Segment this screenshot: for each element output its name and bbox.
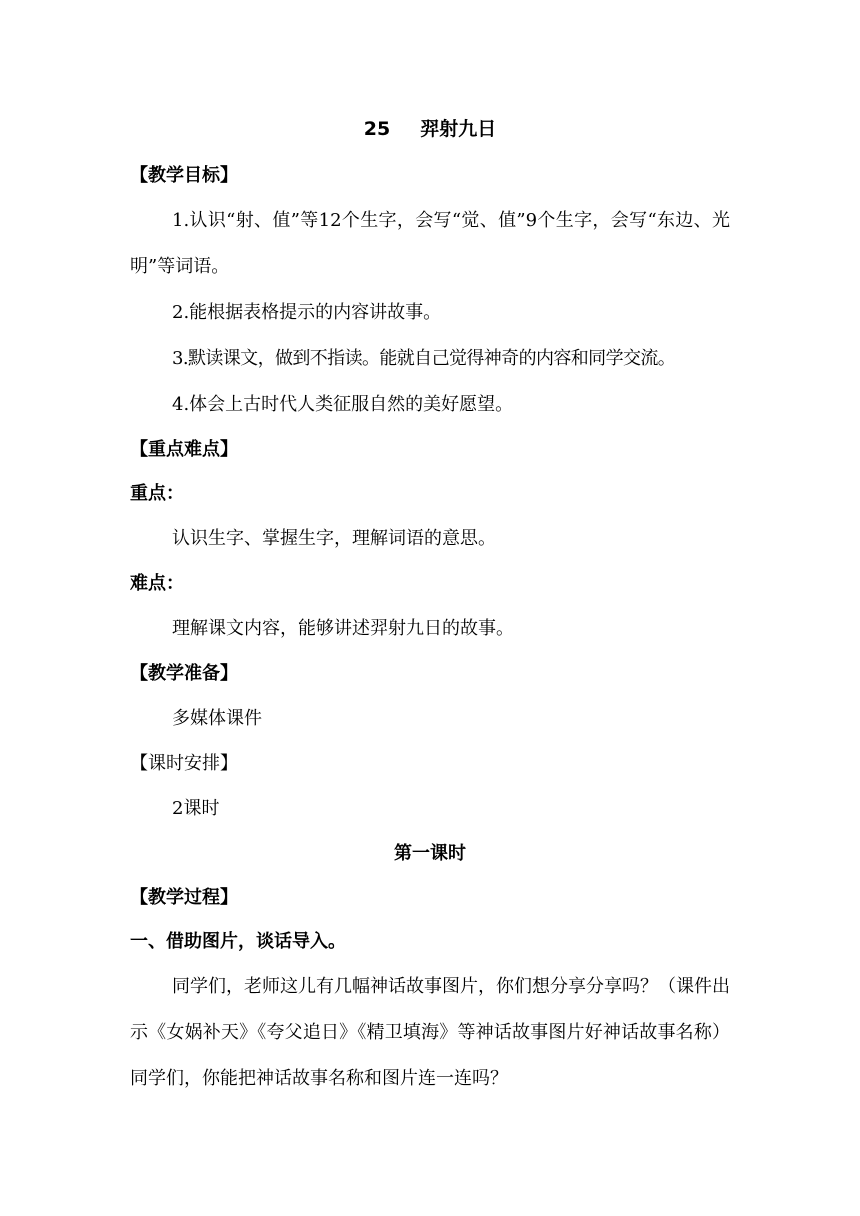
objective-item-2: 2.能根据表格提示的内容讲故事。 xyxy=(172,302,442,323)
lesson-title xyxy=(130,110,730,148)
schedule-heading: 【课时安排】 xyxy=(130,753,238,774)
preparation-heading: 【教学准备】 xyxy=(130,663,238,684)
objectives-heading: 【教学目标】 xyxy=(130,165,238,186)
difficult-point-text: 理解课文内容，能够讲述羿射九日的故事。 xyxy=(172,618,514,639)
first-lesson-title: 第一课时 xyxy=(394,843,466,864)
process-heading: 【教学过程】 xyxy=(130,887,238,908)
document-page xyxy=(130,110,730,1102)
objective-item-3: 3.默读课文，做到不指读。能就自己觉得神奇的内容和同学交流。 xyxy=(172,348,676,369)
schedule-text: 2课时 xyxy=(172,798,220,819)
lesson-number: 25 xyxy=(363,118,391,140)
objective-item-1: 1.认识“射、值”等12个生字，会写“觉、值”9个生字，会写“东边、光明”等词语。 xyxy=(130,210,730,277)
step1-text: 同学们，老师这儿有几幅神话故事图片，你们想分享分享吗？（课件出示《女娲补天》《夸父追日》《精卫填海》等神话故事图片好神话故事名称）同学们，你能把神话故事名称和图片连一连吗？ xyxy=(130,976,730,1089)
lesson-title-text: 羿射九日 xyxy=(420,118,497,140)
difficult-point-label: 难点： xyxy=(130,573,184,594)
key-point-label: 重点： xyxy=(130,483,184,504)
preparation-text: 多媒体课件 xyxy=(172,708,262,729)
key-point-text: 认识生字、掌握生字，理解词语的意思。 xyxy=(172,528,496,549)
step1-heading: 一、借助图片，谈话导入。 xyxy=(130,931,346,952)
key-points-heading: 【重点难点】 xyxy=(130,439,238,460)
objective-item-4: 4.体会上古时代人类征服自然的美好愿望。 xyxy=(172,394,514,415)
